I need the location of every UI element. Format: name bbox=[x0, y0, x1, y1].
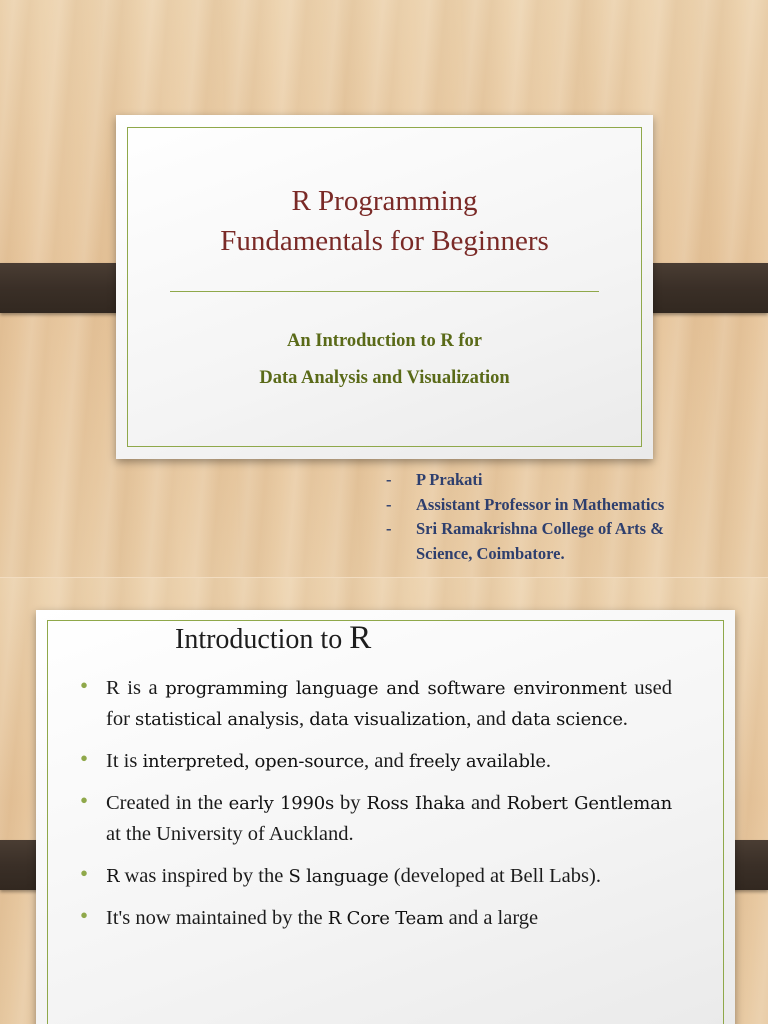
author-institution: - Sri Ramakrishna College of Arts & bbox=[384, 517, 764, 542]
body-text: . bbox=[622, 708, 628, 730]
highlight-text: interpreted bbox=[142, 751, 245, 772]
author-name: - P Prakati bbox=[384, 468, 764, 493]
highlight-text: Ross Ihaka bbox=[366, 793, 465, 814]
slide-subtitle bbox=[116, 323, 653, 397]
title-line-1: R Programming bbox=[291, 185, 478, 217]
subtitle-line-1: An Introduction to R for bbox=[287, 331, 482, 351]
bullet-icon: • bbox=[80, 788, 89, 813]
highlight-text: R Core Team bbox=[327, 908, 444, 929]
slide-heading: Introduction to R bbox=[175, 620, 372, 656]
bullet-icon: • bbox=[80, 673, 89, 698]
bullet-list bbox=[80, 673, 672, 945]
author-institution-cont: Science, Coimbatore. bbox=[416, 543, 565, 563]
body-text: at the University of Auckland. bbox=[106, 823, 354, 845]
body-text: used for bbox=[106, 677, 672, 730]
body-text: by bbox=[334, 792, 367, 814]
highlight-text: S language bbox=[288, 866, 389, 887]
body-text: was inspired by the bbox=[119, 865, 289, 887]
highlight-text: data visualization bbox=[309, 709, 467, 730]
title-card-frame bbox=[127, 127, 642, 447]
body-text: and bbox=[465, 792, 507, 814]
highlight-text: R bbox=[106, 866, 120, 887]
highlight-text: statistical analysis bbox=[135, 709, 299, 730]
subtitle-line-2: Data Analysis and Visualization bbox=[259, 368, 510, 388]
body-text: It's now maintained by the bbox=[106, 907, 328, 929]
title-line-2: Fundamentals for Beginners bbox=[220, 225, 549, 257]
highlight-text: early 1990s bbox=[228, 793, 335, 814]
list-item bbox=[80, 673, 672, 735]
dash-marker: - bbox=[386, 494, 392, 514]
body-text: (developed at Bell Labs). bbox=[388, 865, 601, 887]
author-position: - Assistant Professor in Mathematics bbox=[384, 493, 764, 518]
dash-marker: - bbox=[386, 519, 392, 538]
intro-slide bbox=[0, 578, 768, 1024]
author-info bbox=[384, 468, 764, 566]
body-text: , bbox=[244, 750, 255, 772]
body-text: and a large bbox=[443, 907, 539, 929]
body-text: , and bbox=[364, 750, 410, 772]
bullet-icon: • bbox=[80, 746, 89, 771]
title-divider bbox=[170, 291, 599, 292]
list-item bbox=[80, 788, 672, 850]
list-item bbox=[80, 861, 672, 892]
highlight-text: Robert Gentleman bbox=[506, 793, 672, 814]
highlight-text: open-source bbox=[254, 751, 365, 772]
highlight-text: programming language and software environment bbox=[165, 678, 627, 699]
highlight-text: freely available bbox=[409, 751, 546, 772]
body-text: , and bbox=[466, 708, 512, 730]
bullet-icon: • bbox=[80, 861, 89, 886]
body-text: , bbox=[298, 708, 310, 730]
body-text: It is bbox=[106, 750, 143, 772]
list-item bbox=[80, 746, 672, 777]
body-text: R is a bbox=[106, 677, 166, 699]
dash-marker: - bbox=[386, 470, 392, 489]
body-text: . bbox=[545, 750, 551, 772]
bullet-icon: • bbox=[80, 903, 89, 928]
title-card bbox=[116, 115, 653, 459]
highlight-text: data science bbox=[511, 709, 623, 730]
slide-title bbox=[116, 181, 653, 261]
body-text: Created in the bbox=[106, 792, 229, 814]
list-item bbox=[80, 903, 672, 934]
